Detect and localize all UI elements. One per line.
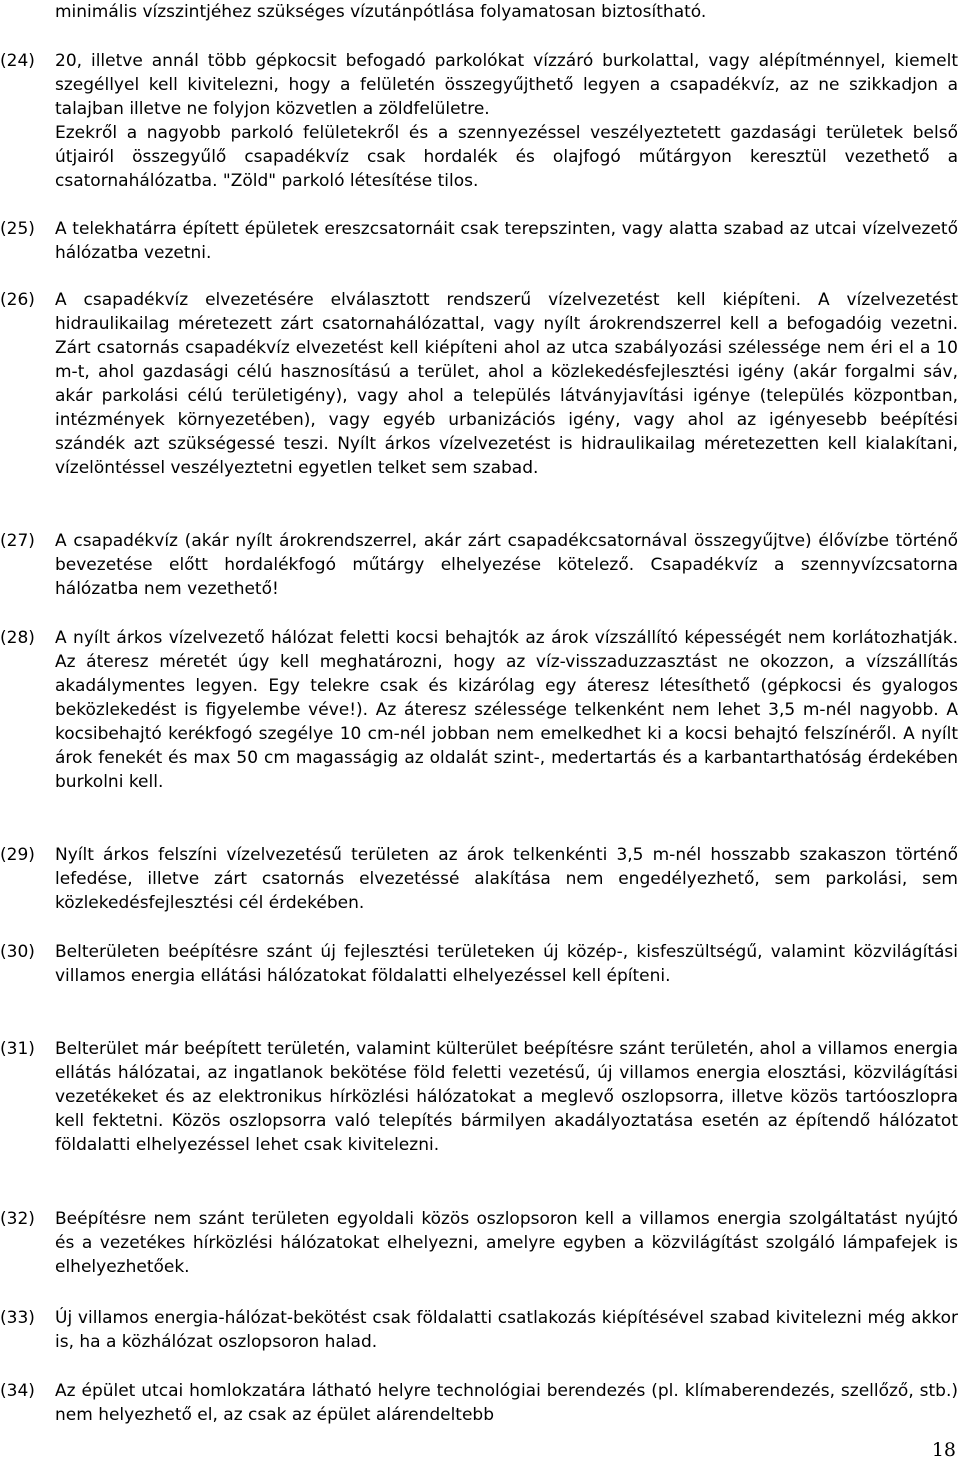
paragraph-27: [0, 529, 958, 601]
paragraph-25: [0, 217, 958, 265]
paragraph-text: Új villamos energia-hálózat-bekötést csak földalatti csatlakozás kiépítésével szabad kivitelezni még akkor is, ha a közhálózat oszlopsoron halad.: [55, 1308, 958, 1352]
paragraph-number: (33): [0, 1308, 35, 1328]
paragraph-number: (32): [0, 1209, 35, 1229]
paragraph-29: [0, 843, 958, 915]
paragraph-text: A csapadékvíz elvezetésére elválasztott rendszerű vízelvezetést kell kiépíteni. A vízelvezetést hidraulikailag méretezett zárt csatornahálózattal, vagy nyílt árokrendszerrel kell a befogadóig vezetni. Zárt csatornás csapadékvíz elvezetést kell kiépíteni ahol az utca szabályozási szélessége nem éri el a 10 m-t, ahol gazdasági célú hasznosítású a terület, ahol a közlekedésfejlesztési igény (akár forgalmi sáv, akár parkolási célú területigény), vagy ahol a település látványjavítási igénye (település központban, intézmények környezetében), vagy egyéb urbanizációs igény, vagy ahol az igényesebb beépítési szándék azt szükségessé teszi. Nyílt árkos vízelvezetést is hidraulikailag méretezetten kell kialakítani, vízelöntéssel veszélyeztetni egyetlen telket sem szabad.: [55, 290, 958, 478]
paragraph-33: [0, 1306, 958, 1354]
paragraph-30: [0, 940, 958, 988]
paragraph-text: Nyílt árkos felszíni vízelvezetésű területen az árok telkenkénti 3,5 m-nél hosszabb szakaszon történő lefedése, illetve zárt csatornás elvezetéssé alakítása nem engedélyezhető, sem parkolási, sem közlekedésfejlesztési cél érdekében.: [55, 845, 958, 913]
paragraph-number: (31): [0, 1039, 35, 1059]
paragraph-32: [0, 1207, 958, 1279]
paragraph-text: A telekhatárra épített épületek ereszcsatornáit csak terepszinten, vagy alatta szabad az utcai vízelvezető hálózatba vezetni.: [55, 219, 958, 263]
paragraph-text: 20, illetve annál több gépkocsit befogadó parkolókat vízzáró burkolattal, vagy alépítménnyel, kiemelt szegéllyel kell kivitelezni, hogy a felületén összegyűjthető legyen a csapadékvíz, az ne szikkadjon a talajban illetve ne folyjon közvetlen a zöldfelületre.: [55, 51, 958, 119]
paragraph-text: Belterületen beépítésre szánt új fejlesztési területeken új közép-, kisfeszültségű, valamint közvilágítási villamos energia ellátási hálózatokat földalatti elhelyezéssel kell építeni.: [55, 942, 958, 986]
continuation-line: minimális vízszintjéhez szükséges vízutánpótlása folyamatosan biztosítható.: [55, 2, 707, 22]
paragraph-26: [0, 288, 958, 480]
paragraph-28: [0, 626, 958, 794]
paragraph-31: [0, 1037, 958, 1157]
paragraph-number: (27): [0, 531, 35, 551]
paragraph-number: (24): [0, 51, 35, 71]
page-number: 18: [931, 1439, 956, 1461]
paragraph-text: Beépítésre nem szánt területen egyoldali közös oszlopsoron kell a villamos energia szolgáltatást nyújtó és a vezetékes hírközlési hálózatokat elhelyezni, amelyre egyben a közvilágítást szolgáló lámpafejek is elhelyezhetőek.: [55, 1209, 958, 1277]
paragraph-number: (28): [0, 628, 35, 648]
paragraph-number: (34): [0, 1381, 35, 1401]
paragraph-text: Az épület utcai homlokzatára látható helyre technológiai berendezés (pl. klímaberendezés, szellőző, stb.) nem helyezhető el, az csak az épület alárendeltebb: [55, 1381, 958, 1425]
paragraph-number: (26): [0, 290, 35, 310]
paragraph-text: A nyílt árkos vízelvezető hálózat feletti kocsi behajtók az árok vízszállító képességét nem korlátozhatják. Az áteresz méretét úgy kell meghatározni, hogy az víz-visszaduzzasztást ne okozzon, a vízszállítás akadálymentes legyen. Egy telekre csak és kizárólag egy áteresz létesíthető (gépkocsi és gyalogos beközlekedést is figyelembe véve!). Az áteresz szélessége telkenként nem lehet 3,5 m-nél nagyobb. A kocsibehajtó kerékfogó szegélye 10 cm-nél jobban nem emelkedhet ki a kocsi behajtó felszínéről. A nyílt árok fenekét és max 50 cm magasságig az oldalát szint-, medertartás és a karbantarthatóság érdekében burkolni kell.: [55, 628, 958, 792]
paragraph-text: A csapadékvíz (akár nyílt árokrendszerrel, akár zárt csapadékcsatornával összegyűjtve) élővízbe történő bevezetése előtt hordalékfogó műtárgy elhelyezése kötelező. Csapadékvíz a szennyvízcsatorna hálózatba nem vezethető!: [55, 531, 958, 599]
paragraph-text: Ezekről a nagyobb parkoló felületekről és a szennyezéssel veszélyeztetett gazdasági területek belső útjairól összegyűlő csapadékvíz csak hordalék és olajfogó műtárgyon keresztül vezethető a csatornahálózatba. "Zöld" parkoló létesítése tilos.: [55, 123, 958, 191]
paragraph-24: [0, 49, 958, 193]
paragraph-34: [0, 1379, 958, 1427]
paragraph-number: (30): [0, 942, 35, 962]
paragraph-text: Belterület már beépített területén, valamint külterület beépítésre szánt területén, ahol a villamos energia ellátás hálózatai, az ingatlanok bekötése föld feletti vezetésű, új villamos energia elosztási, közvilágítási vezetékeket és az elektronikus hírközlési hálózatokat a meglevő oszlopsorra, illetve közös tartóoszlopra kell fektetni. Közös oszlopsorra való telepítés bármilyen akadályoztatása esetén az építendő hálózatot földalatti elhelyezéssel lehet csak kivitelezni.: [55, 1039, 958, 1155]
paragraph-number: (25): [0, 219, 35, 239]
paragraph-number: (29): [0, 845, 35, 865]
